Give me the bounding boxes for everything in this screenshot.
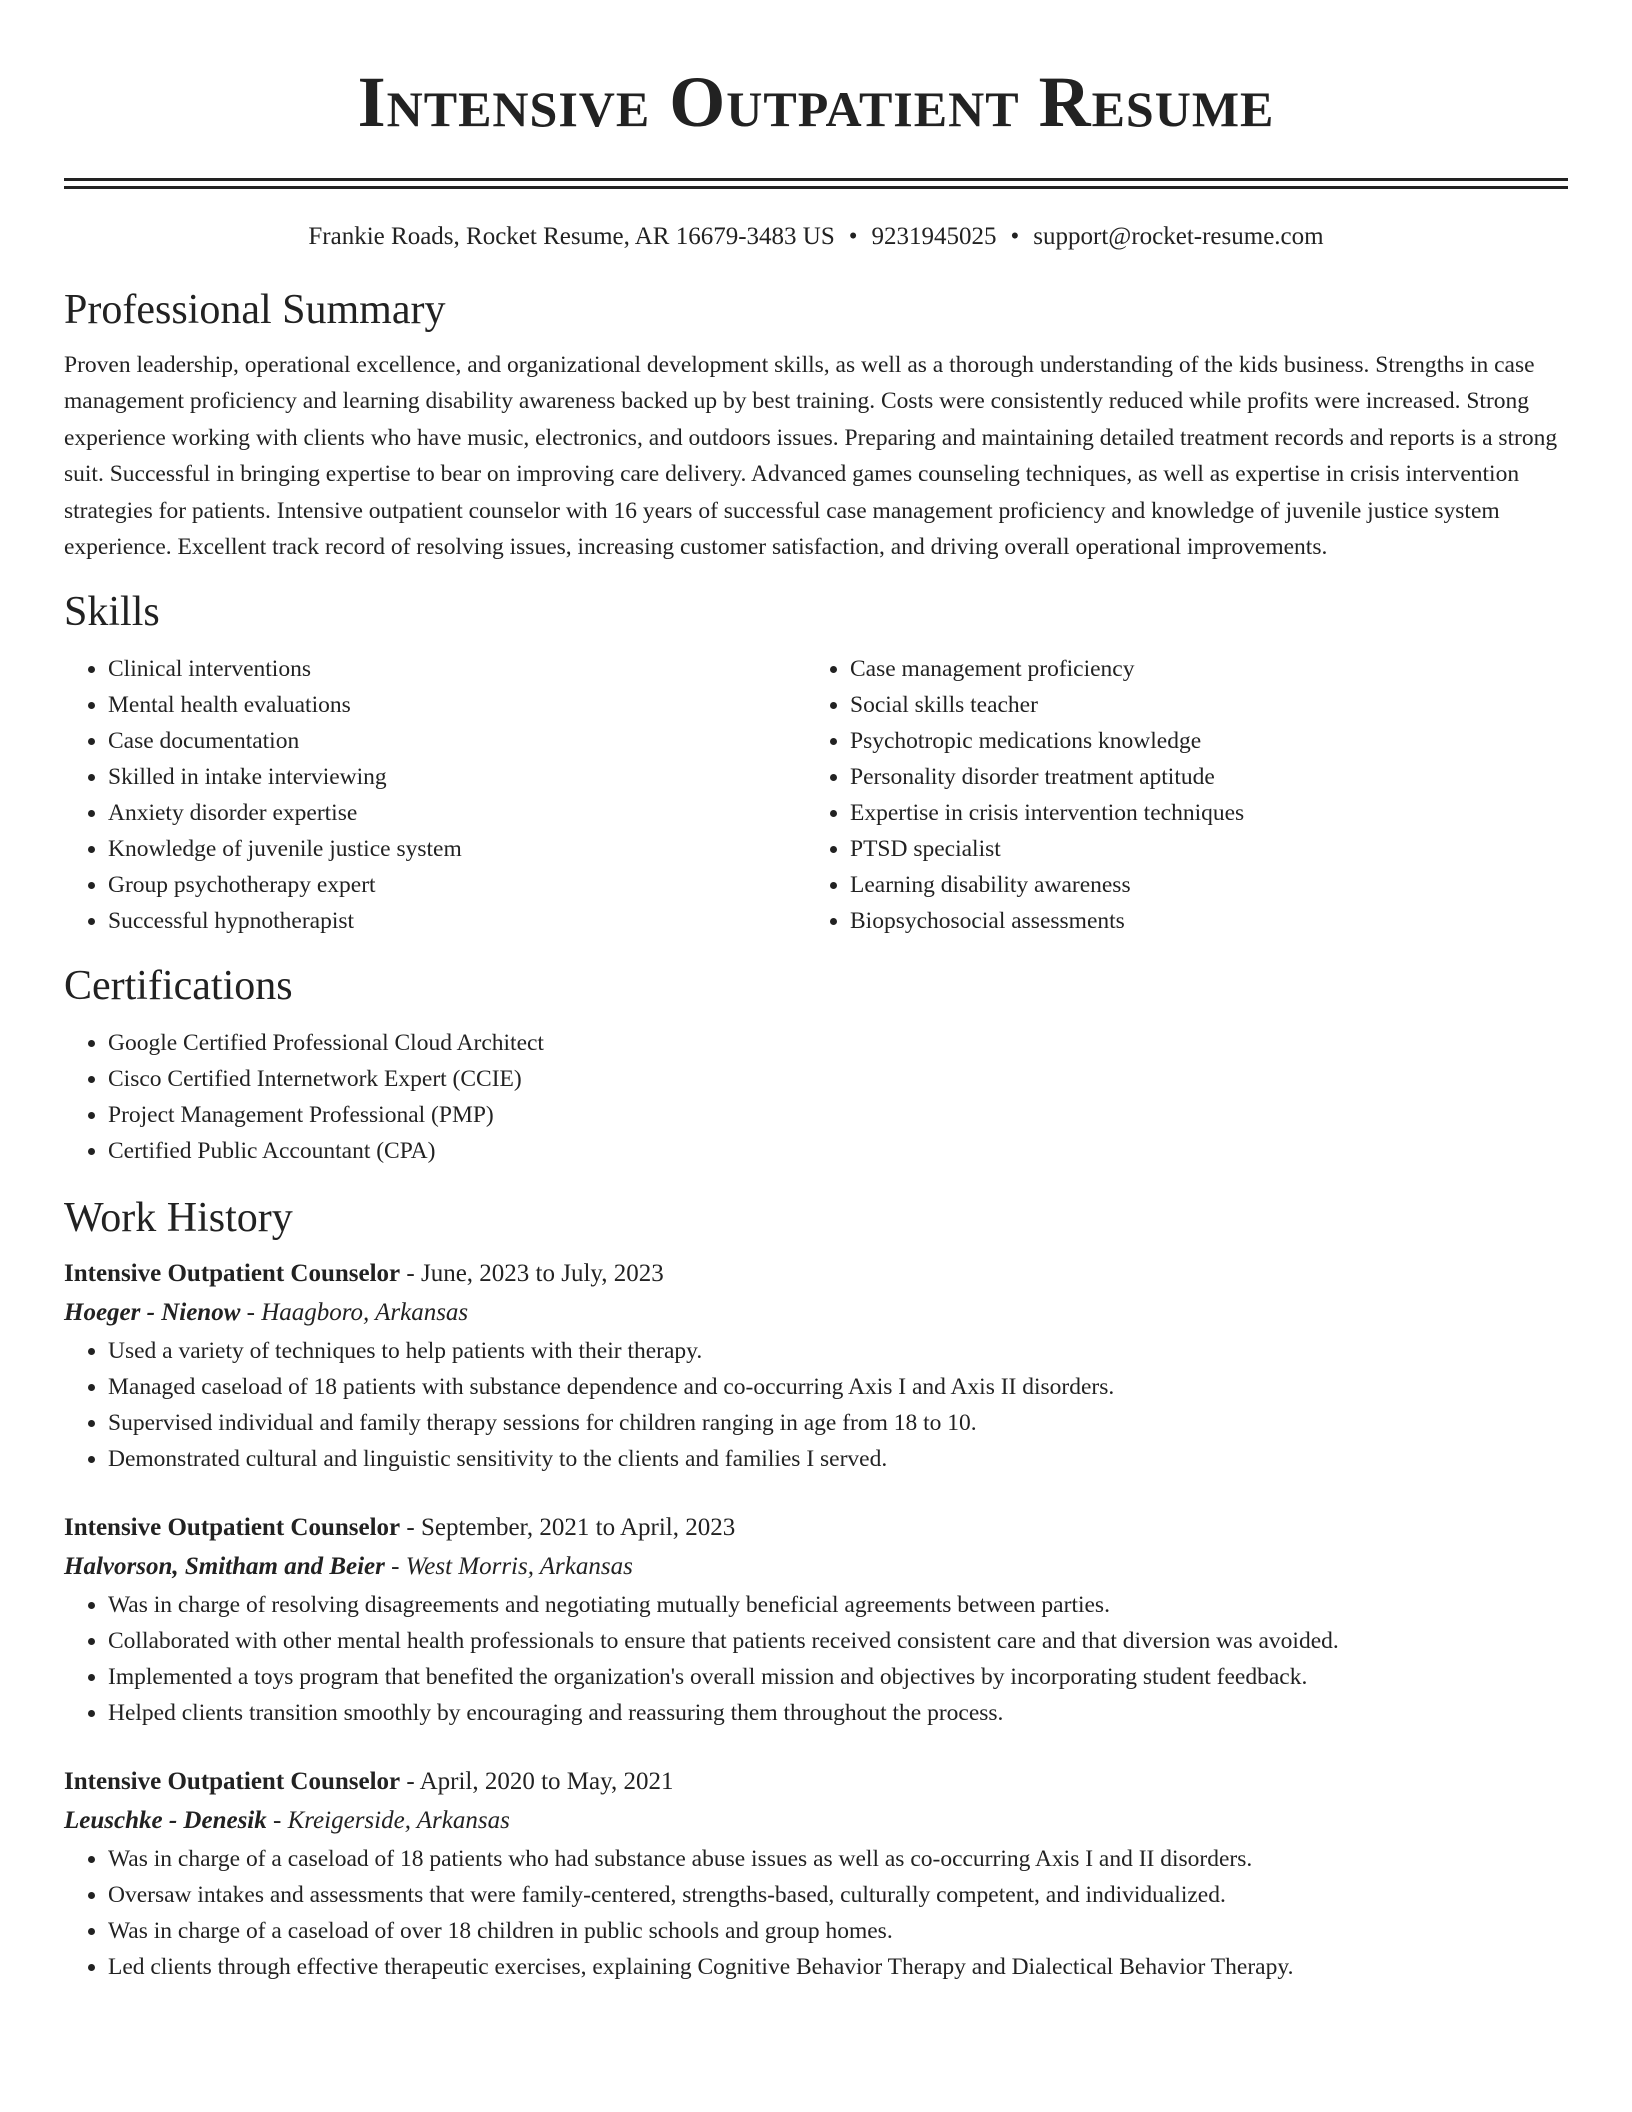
skills-columns	[64, 651, 1568, 939]
contact-address: Frankie Roads, Rocket Resume, AR 16679-3483 US	[308, 223, 835, 250]
skill-item: • Clinical interventions	[108, 651, 806, 687]
job-entry	[64, 1509, 1568, 1731]
resume-title: Intensive Outpatient Resume	[357, 62, 1275, 142]
skill-item: • Successful hypnotherapist	[108, 903, 806, 939]
job-company: Leuschke - Denesik	[64, 1807, 267, 1835]
skill-item: • PTSD specialist	[850, 831, 1548, 867]
job-dates: - April, 2020 to May, 2021	[400, 1768, 674, 1796]
certification-item: • Project Management Professional (PMP)	[108, 1097, 1568, 1133]
contact-email: support@rocket-resume.com	[1033, 223, 1324, 250]
job-bullet: • Led clients through effective therapeutic exercises, explaining Cognitive Behavior Therapy and Dialectical Behavior Therapy.	[108, 1949, 1568, 1985]
summary-text: Proven leadership, operational excellence, and organizational development skills, as well as a thorough understanding of the kids business. Strengths in case management proficiency and learning disability awareness backed up by best training. Costs were consistently reduced while profits were increased. Strong experience working with clients who have music, electronics, and outdoors issues. Preparing and maintaining detailed treatment records and reports is a strong suit. Successful in bringing expertise to bear on improving care delivery. Advanced games counseling techniques, as well as expertise in crisis intervention strategies for patients. Intensive outpatient counselor with 16 years of successful case management proficiency and knowledge of juvenile justice system experience. Excellent track record of resolving issues, increasing customer satisfaction, and driving overall operational improvements.	[64, 352, 1558, 561]
skill-item: • Group psychotherapy expert	[108, 867, 806, 903]
skills-right-column	[806, 651, 1548, 939]
job-role: Intensive Outpatient Counselor	[64, 1260, 401, 1288]
job-location: - Haagboro, Arkansas	[240, 1299, 469, 1327]
job-bullet: • Oversaw intakes and assessments that were family-centered, strengths-based, culturally competent, and individualized.	[108, 1877, 1568, 1913]
contact-line	[64, 219, 1568, 255]
job-bullet: • Demonstrated cultural and linguistic sensitivity to the clients and families I served.	[108, 1441, 1568, 1477]
job-bullets	[64, 1587, 1568, 1731]
certification-item: • Google Certified Professional Cloud Architect	[108, 1025, 1568, 1061]
skill-item: • Skilled in intake interviewing	[108, 759, 806, 795]
job-dates: - June, 2023 to July, 2023	[400, 1260, 664, 1288]
skill-item: • Knowledge of juvenile justice system	[108, 831, 806, 867]
job-header	[64, 1255, 1568, 1293]
job-role: Intensive Outpatient Counselor	[64, 1768, 401, 1796]
contact-phone: 9231945025	[871, 223, 997, 250]
certifications-list	[64, 1025, 1568, 1169]
job-bullets	[64, 1333, 1568, 1477]
job-employer	[64, 1547, 1568, 1587]
job-bullet: • Was in charge of resolving disagreements and negotiating mutually beneficial agreements between parties.	[108, 1587, 1568, 1623]
job-employer	[64, 1801, 1568, 1841]
certifications-heading: Certifications	[64, 963, 293, 1010]
job-bullet: • Implemented a toys program that benefited the organization's overall mission and objectives by incorporating student feedback.	[108, 1659, 1568, 1695]
job-bullet: • Used a variety of techniques to help patients with their therapy.	[108, 1333, 1568, 1369]
job-bullet: • Was in charge of a caseload of 18 patients who had substance abuse issues as well as co-occurring Axis I and II disorders.	[108, 1841, 1568, 1877]
skill-item: • Personality disorder treatment aptitude	[850, 759, 1548, 795]
skill-item: • Case documentation	[108, 723, 806, 759]
skill-item: • Psychotropic medications knowledge	[850, 723, 1548, 759]
job-company: Hoeger - Nienow	[64, 1299, 241, 1327]
job-location: - Kreigerside, Arkansas	[266, 1807, 510, 1835]
contact-separator: •	[848, 223, 858, 250]
skill-item: • Mental health evaluations	[108, 687, 806, 723]
job-entry	[64, 1255, 1568, 1477]
job-bullet: • Collaborated with other mental health professionals to ensure that patients received consistent care and that diversion was avoided.	[108, 1623, 1568, 1659]
job-location: - West Morris, Arkansas	[384, 1553, 633, 1581]
job-bullets	[64, 1841, 1568, 1985]
skill-item: • Biopsychosocial assessments	[850, 903, 1548, 939]
job-company: Halvorson, Smitham and Beier	[64, 1553, 385, 1581]
job-bullet: • Helped clients transition smoothly by encouraging and reassuring them throughout the process.	[108, 1695, 1568, 1731]
resume-page	[64, 0, 1568, 1985]
contact-separator: •	[1010, 223, 1020, 250]
job-bullet: • Managed caseload of 18 patients with substance dependence and co-occurring Axis I and Axis II disorders.	[108, 1369, 1568, 1405]
job-header	[64, 1763, 1568, 1801]
certification-item: • Cisco Certified Internetwork Expert (CCIE)	[108, 1061, 1568, 1097]
work-history-heading: Work History	[64, 1195, 293, 1242]
skill-item: • Expertise in crisis intervention techniques	[850, 795, 1548, 831]
skill-item: • Case management proficiency	[850, 651, 1548, 687]
skills-left-column	[64, 651, 806, 939]
skill-item: • Social skills teacher	[850, 687, 1548, 723]
job-bullet: • Supervised individual and family therapy sessions for children ranging in age from 18 to 10.	[108, 1405, 1568, 1441]
skills-heading: Skills	[64, 589, 160, 636]
skills-left-list	[64, 651, 806, 939]
job-header	[64, 1509, 1568, 1547]
job-bullet: • Was in charge of a caseload of over 18 children in public schools and group homes.	[108, 1913, 1568, 1949]
skill-item: • Learning disability awareness	[850, 867, 1548, 903]
certification-item: • Certified Public Accountant (CPA)	[108, 1133, 1568, 1169]
job-entry	[64, 1763, 1568, 1985]
job-role: Intensive Outpatient Counselor	[64, 1514, 401, 1542]
skill-item: • Anxiety disorder expertise	[108, 795, 806, 831]
job-employer	[64, 1293, 1568, 1333]
summary-heading: Professional Summary	[64, 287, 446, 333]
job-dates: - September, 2021 to April, 2023	[400, 1514, 736, 1542]
title-double-rule	[64, 178, 1568, 189]
skills-right-list	[806, 651, 1548, 939]
